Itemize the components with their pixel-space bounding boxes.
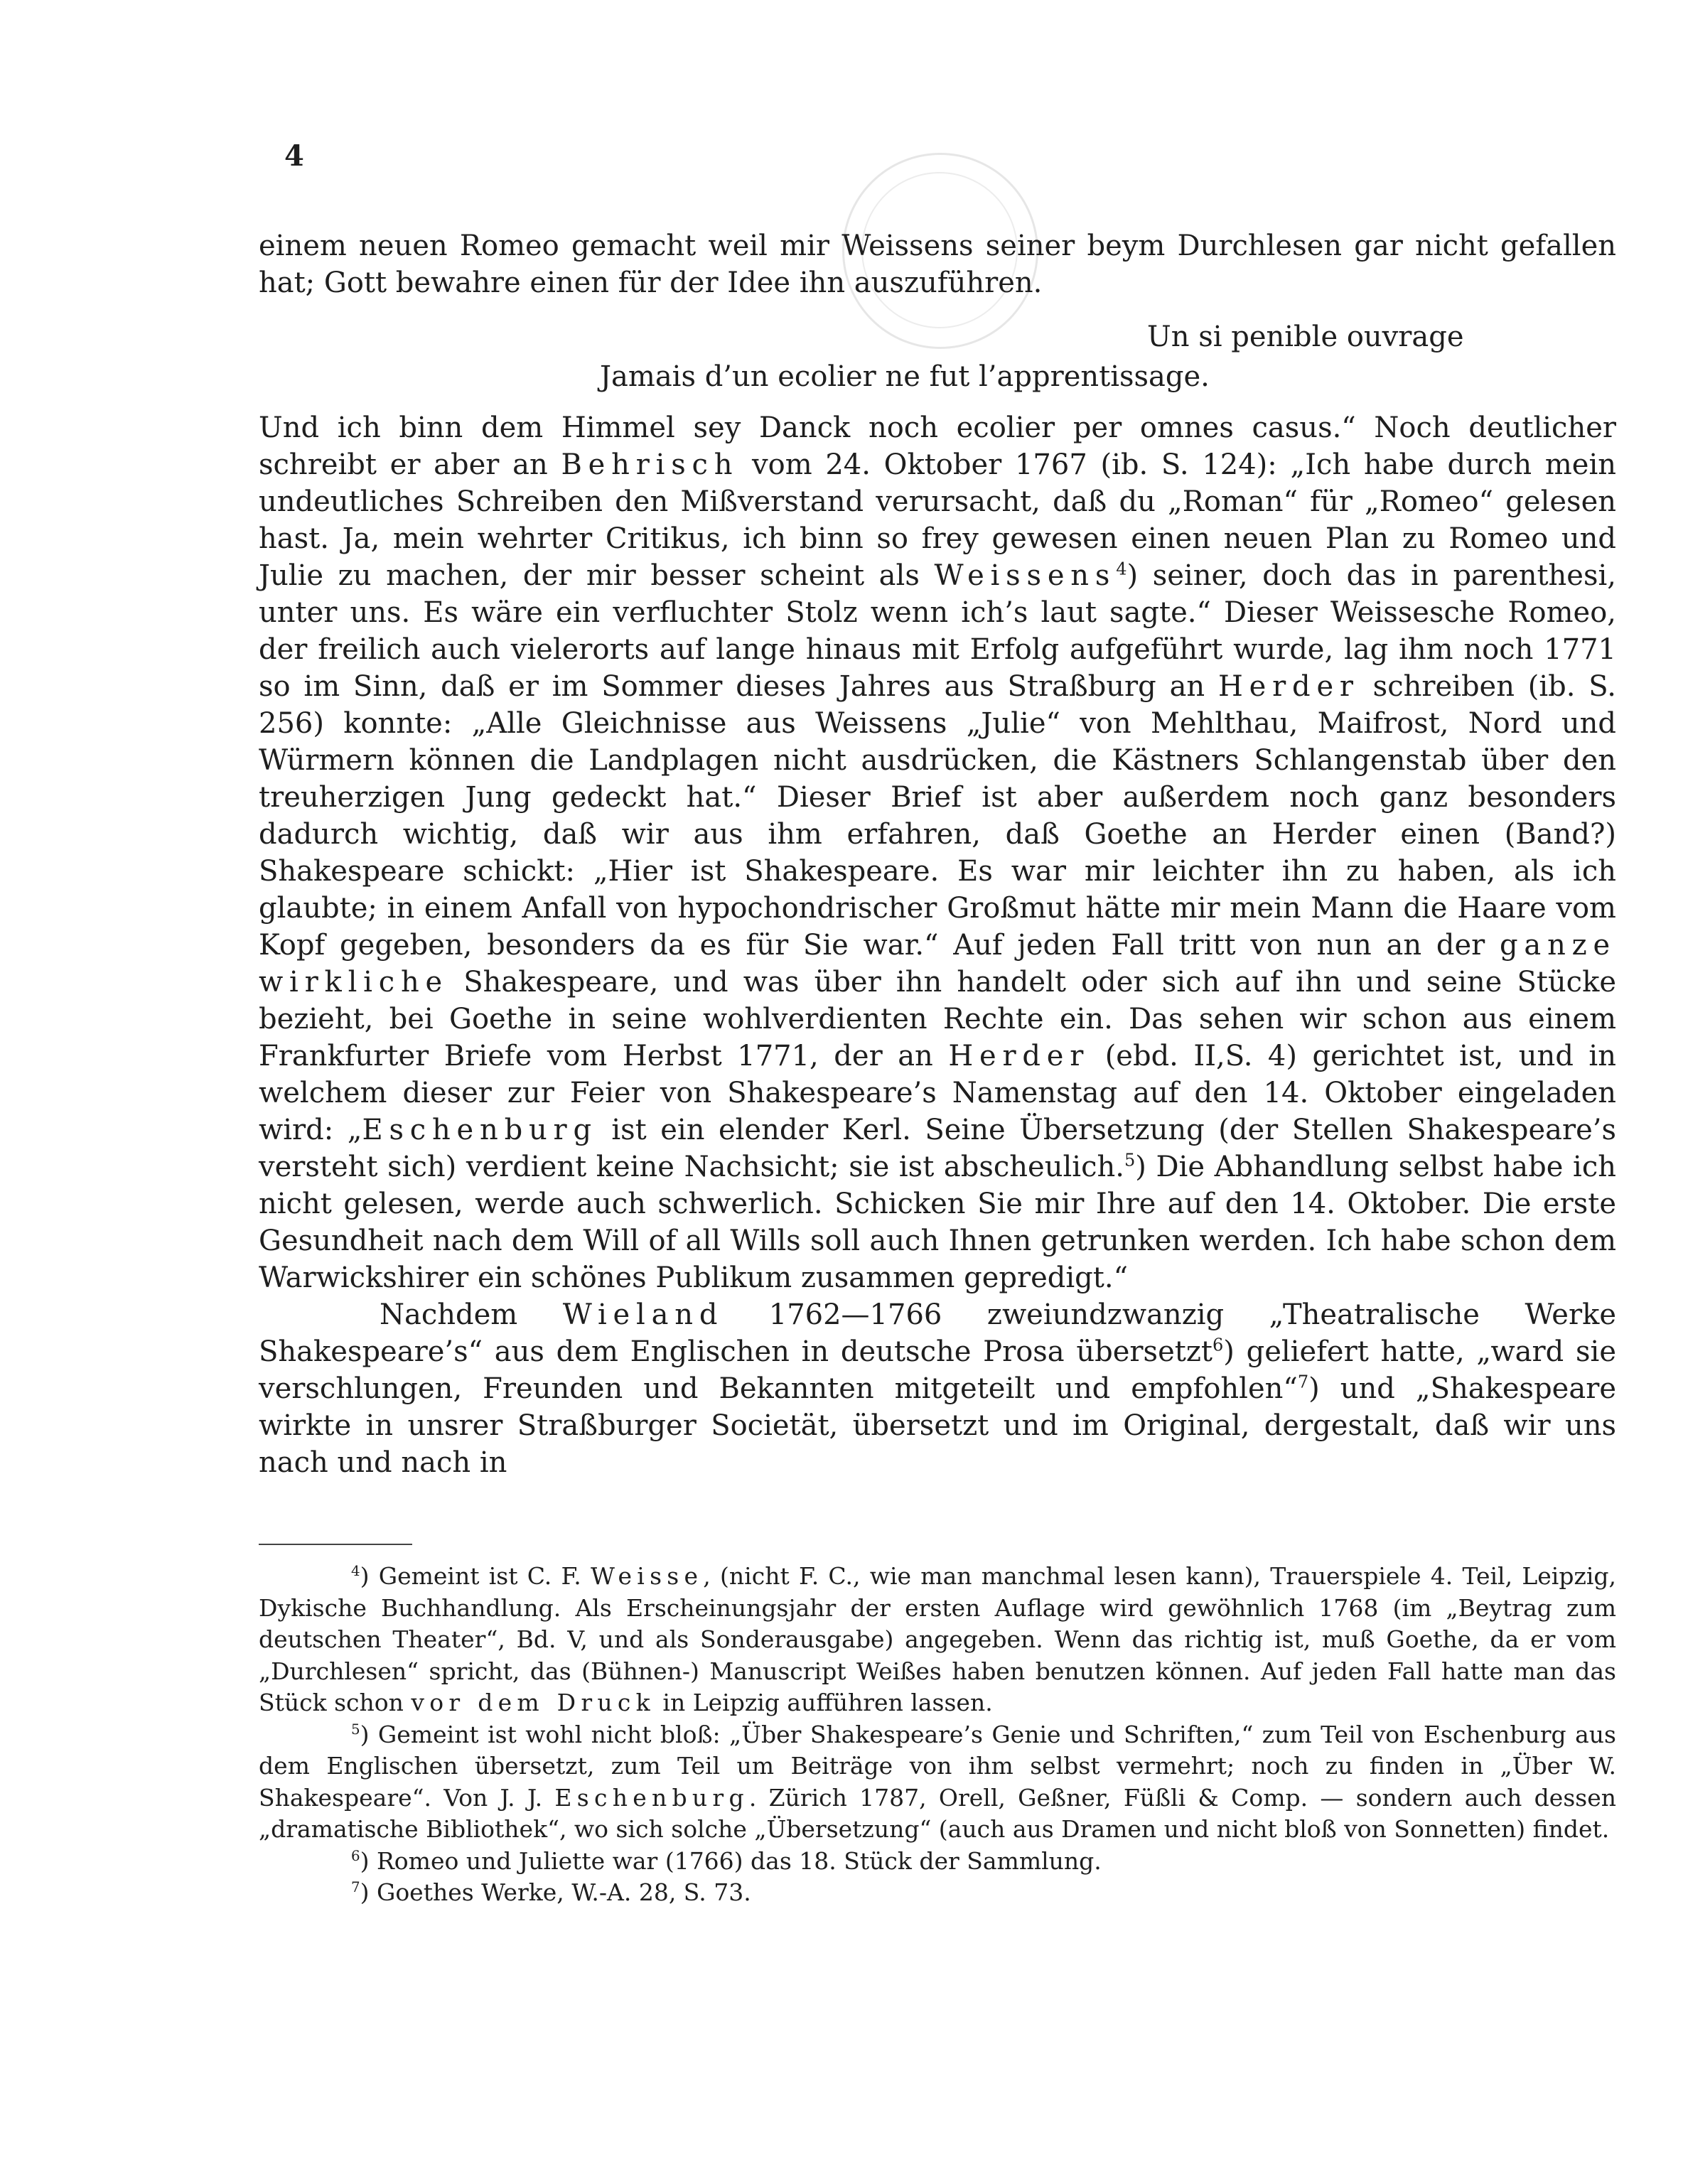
footnote-7: $^7$) Goethes Werke, W.-A. 28, S. 73.: [351, 1878, 751, 1906]
verse-quote: [259, 317, 1616, 397]
verse-line-2: Jamais d’un ecolier ne fut l’apprentissage.: [600, 360, 1210, 393]
spaced-name: Behrisch: [561, 448, 739, 481]
spaced-name: Eschenburg: [362, 1114, 598, 1146]
spaced-emphasis: vor dem Druck: [411, 1689, 655, 1716]
footnotes: [259, 1561, 1616, 1909]
footnote-ref: 7: [1297, 1372, 1309, 1392]
spaced-name: Herder: [948, 1040, 1090, 1072]
paragraph-3: Nachdem Wieland 1762—1766 zweiundzwanzig „Theatralische Werke Shakespeare’s“ aus dem Englischen in deutsche Prosa übersetzt$^6$) geliefert hatte, „ward sie verschlungen, Freunden und Bekannten mitgeteilt und empfohlen“$^7$) und „Shakespeare wirkte in unsrer Straßburger Societät, übersetzt und im Original, dergestalt, daß wir uns nach und nach in: [259, 1298, 1617, 1479]
page-number: 4: [284, 139, 304, 173]
footnote-5: $^5$) Gemeint ist wohl nicht bloß: „Über Shakespeare’s Genie und Schriften,“ zum Teil von Eschenburg aus dem Englischen übersetzt, zum Teil um Beiträge von ihm selbst vermehrt; noch zu finden in „Über W. Shakespeare“. Von J. J. Eschenburg. Zürich 1787, Orell, Geßner, Füßli & Comp. — sondern auch dessen „dramatische Bibliothek“, wo sich solche „Übersetzung“ (auch aus Dramen und nicht bloß von Sonnetten) findet.: [259, 1720, 1616, 1843]
paragraph-1: einem neuen Romeo gemacht weil mir Weissens seiner beym Durchlesen gar nicht gefallen hat; Gott bewahre einen für der Idee ihn auszuführen.: [259, 230, 1616, 299]
footnote-ref: 5: [1124, 1150, 1136, 1171]
footnote-6: $^6$) Romeo und Juliette war (1766) das 18. Stück der Sammlung.: [351, 1846, 1102, 1875]
footnote-ref: 4: [1116, 559, 1127, 579]
spaced-name: Wieland: [562, 1298, 724, 1331]
paragraph-2: Und ich binn dem Himmel sey Danck noch ecolier per omnes casus.“ Noch deutlicher schreibt er aber an Behrisch vom 24. Oktober 1767 (ib. S. 124): „Ich habe durch mein undeutliches Schreiben den Mißverstand verursacht, daß du „Roman“ für „Romeo“ gelesen hast. Ja, mein wehrter Critikus, ich binn so frey gewesen einen neuen Plan zu Romeo und Julie zu machen, der mir besser scheint als Weissens$^4$) seiner, doch das in parenthesi, unter uns. Es wäre ein verfluchter Stolz wenn ich’s laut sagte.“ Dieser Weissesche Romeo, der freilich auch vielerorts auf lange hinaus mit Erfolg aufgeführt wurde, lag ihm noch 1771 so im Sinn, daß er im Sommer dieses Jahres aus Straßburg an Herder schreiben (ib. S. 256) konnte: „Alle Gleichnisse aus Weissens „Julie“ von Mehlthau, Maifrost, Nord und Würmern können die Landplagen nicht ausdrücken, die Kästners Schlangenstab über den treuherzigen Jung gedeckt hat.“ Dieser Brief ist aber außerdem noch ganz besonders dadurch wichtig, daß wir aus ihm erfahren, daß Goethe an Herder einen (Band?) Shakespeare schickt: „Hier ist Shakespeare. Es war mir leichter ihn zu haben, als ich glaubte; in einem Anfall von hypochondrischer Großmut hätte mir mein Mann die Haare vom Kopf gegeben, besonders da es für Sie war.“ Auf jeden Fall tritt von nun an der ganze wirkliche Shakespeare, und was über ihn handelt oder sich auf ihn und seine Stücke bezieht, bei Goethe in seine wohlverdienten Rechte ein. Das sehen wir schon aus einem Frankfurter Briefe vom Herbst 1771, der an Herder (ebd. II,S. 4) gerichtet ist, und in welchem dieser zur Feier von Shakespeare’s Namenstag auf den 14. Oktober eingeladen wird: „Eschenburg ist ein elender Kerl. Seine Übersetzung (der Stellen Shakespeare’s versteht sich) verdient keine Nachsicht; sie ist abscheulich.$^5$) Die Abhandlung selbst habe ich nicht gelesen, werde auch schwerlich. Schicken Sie mir Ihre auf den 14. Oktober. Die erste Gesundheit nach dem Will of all Wills soll auch Ihnen getrunken werden. Ich habe schon dem Warwickshirer ein schönes Publikum zusammen gepredigt.“: [259, 411, 1616, 1294]
footnote-separator: [259, 1544, 412, 1545]
spaced-name: Eschenburg: [554, 1783, 749, 1812]
main-text: [259, 227, 1616, 1481]
verse-line-1: Un si penible ouvrage: [1147, 321, 1464, 353]
spaced-name: Weisse: [591, 1562, 704, 1590]
footnote-4: $^4$) Gemeint ist C. F. Weisse, (nicht F. C., wie man manchmal lesen kann), Trauerspiele 4. Teil, Leipzig, Dykische Buchhandlung. Als Erscheinungsjahr der ersten Auflage wird gewöhnlich 1768 (im „Beytrag zum deutschen Theater“, Bd. V, und als Sonderausgabe) angegeben. Wenn das richtig ist, muß Goethe, da er vom „Durchlesen“ spricht, das (Bühnen-) Manuscript Weißes haben benutzen können. Auf jeden Fall hatte man das Stück schon vor dem Druck in Leipzig aufführen lassen.: [259, 1562, 1616, 1716]
footnote-ref: 6: [1212, 1335, 1224, 1355]
spaced-name: Herder: [1217, 670, 1360, 703]
spaced-name: Weissens: [934, 559, 1117, 592]
spaced-emphasis: ganze wirkliche: [259, 929, 1616, 999]
